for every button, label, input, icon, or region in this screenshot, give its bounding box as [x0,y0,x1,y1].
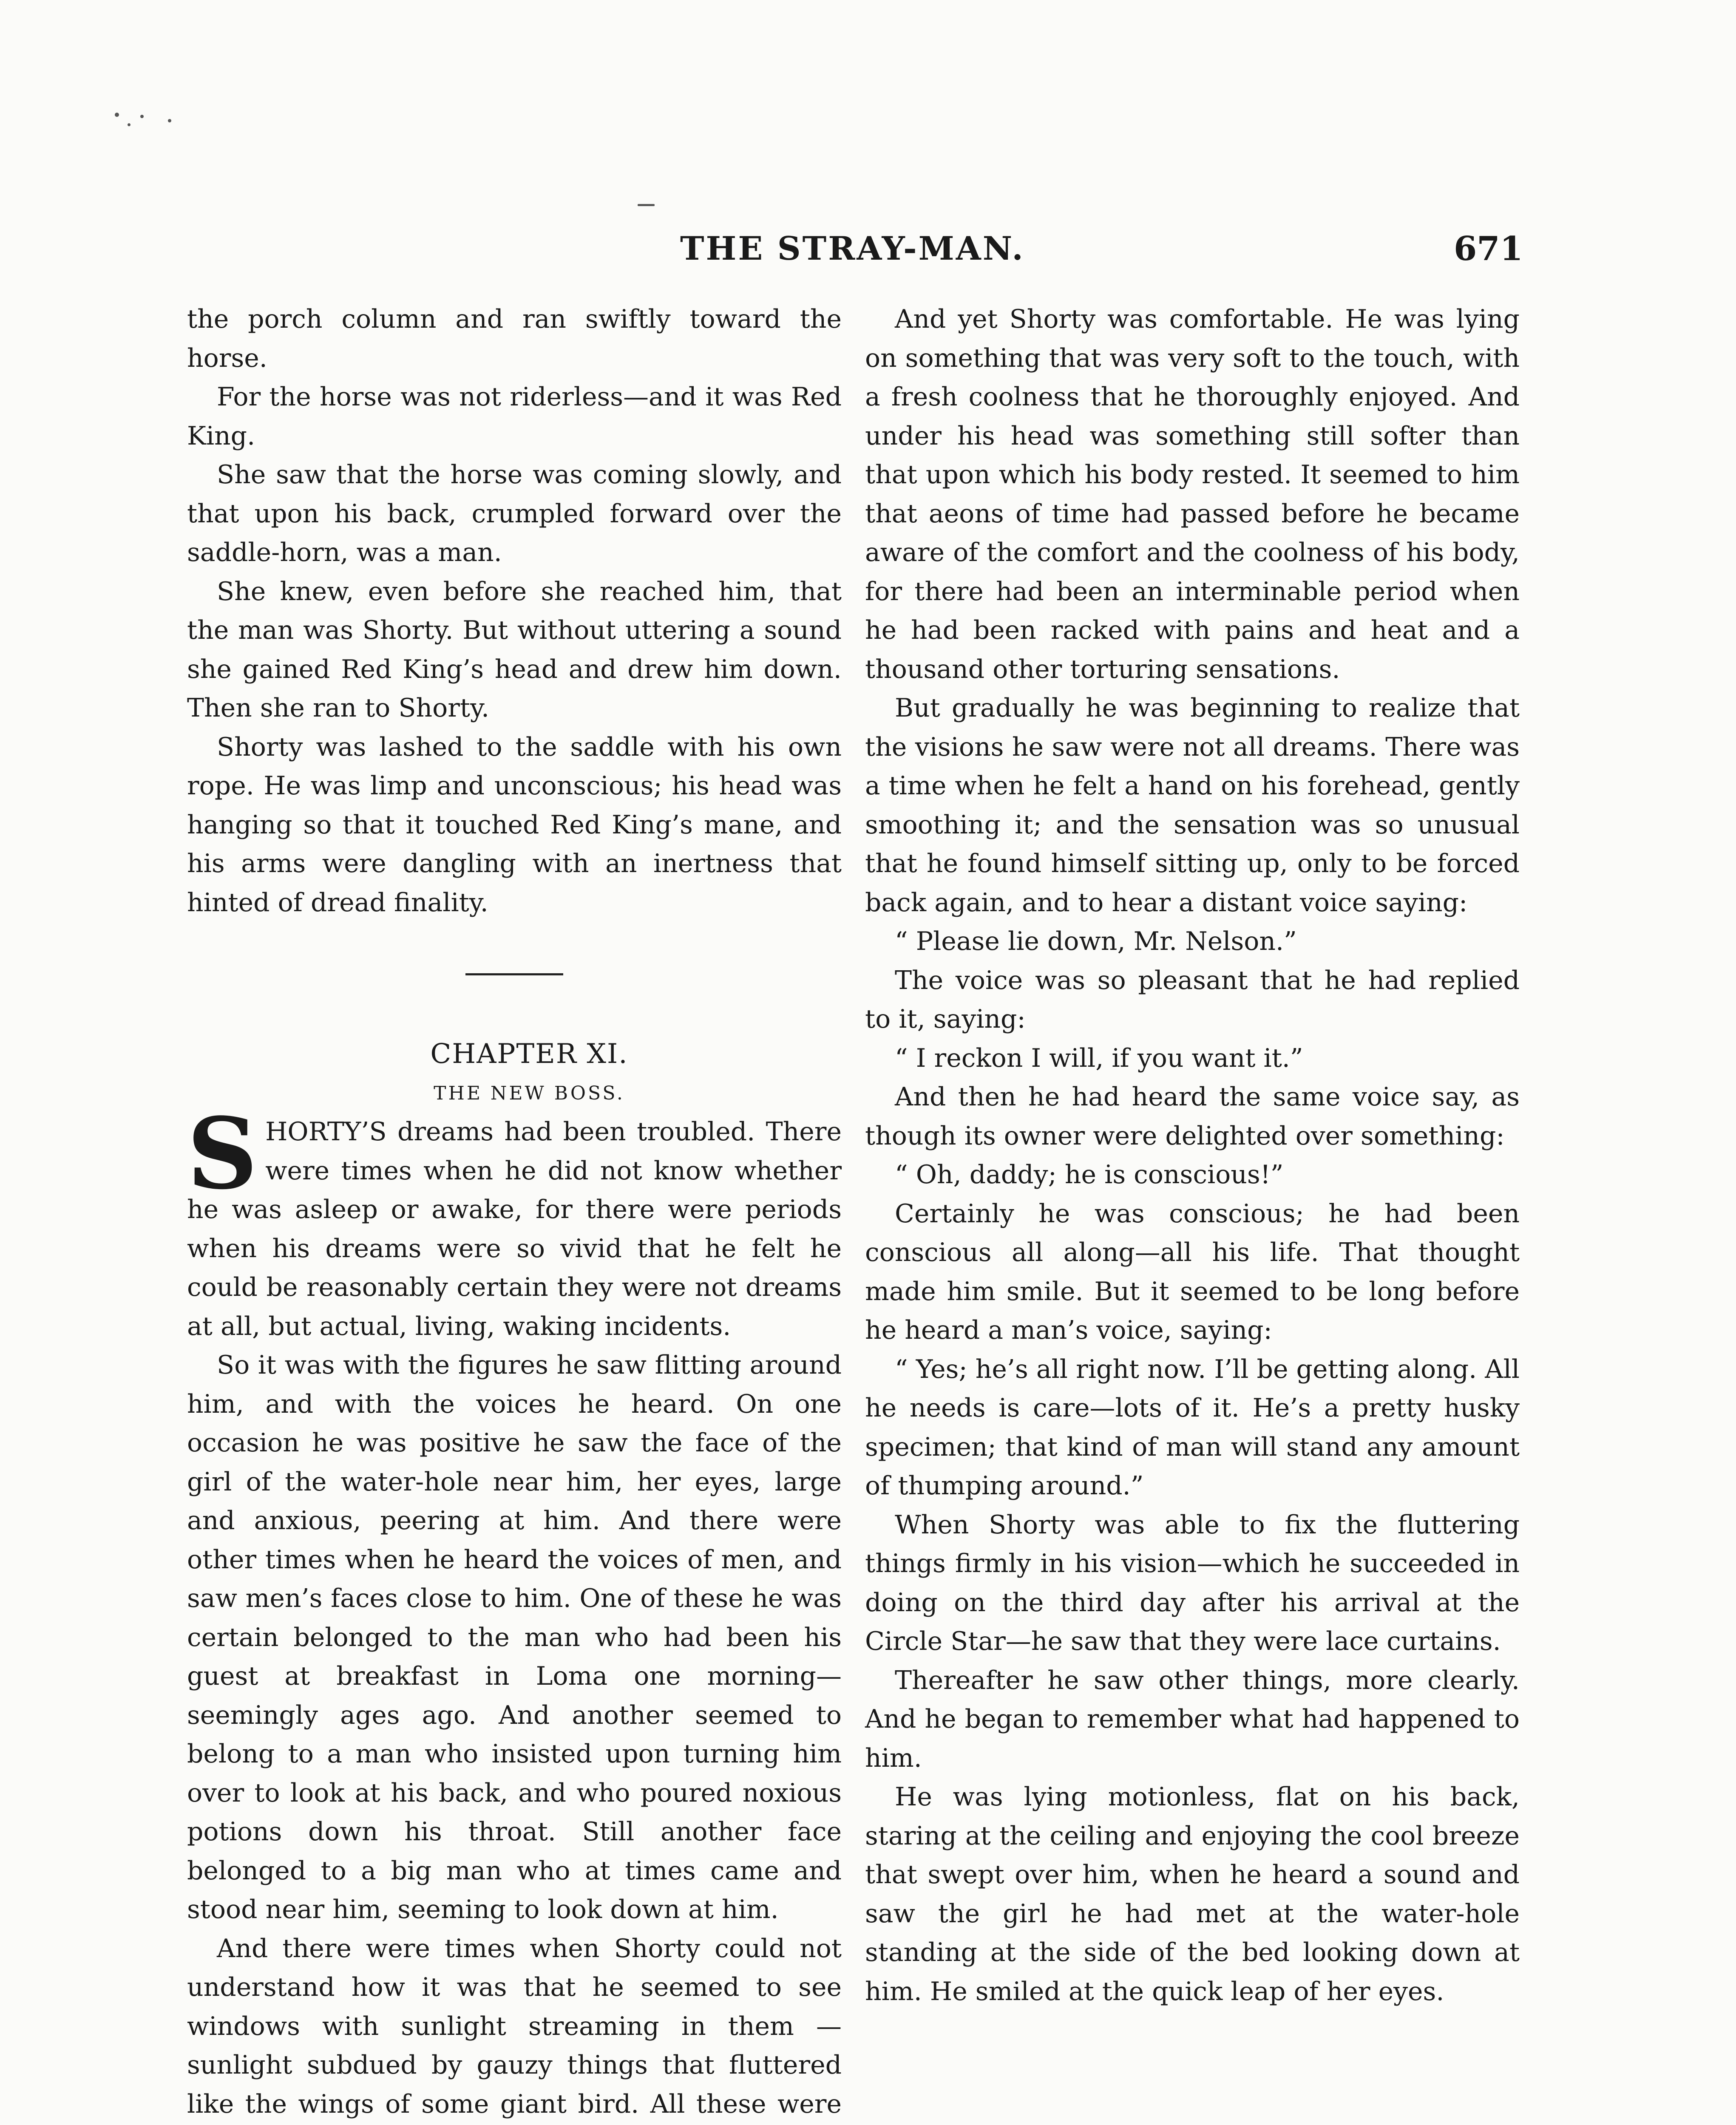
print-speck [115,113,119,117]
paragraph: The voice was so pleasant that he had replied to it, saying: [865,965,1520,1034]
page-number: 671 [1454,230,1523,268]
paragraph: For the horse was not riderless—and it was Red King. [187,382,842,451]
paragraph: But gradually he was beginning to realize that the visions he saw were not all dreams. There was a time when he felt a hand on his forehead, gently smoothing it; and the sensation was so unusual that he found himself sitting up, only to be forced back again, and to hear a distant voice saying: [865,693,1520,918]
paragraph: Certainly he was conscious; he had been conscious all along—all his life. That thought made him smile. But it seemed to be long before he heard a man’s voice, saying: [865,1198,1520,1345]
quoted-line: “ Please lie down, Mr. Nelson.” [895,926,1297,956]
quoted-line: “ I reckon I will, if you want it.” [895,1043,1303,1073]
paragraph: When Shorty was able to fix the fluttering things firmly in his vision—which he succeeded in doing on the third day after his arrival at the Circle Star—he saw that they were lace curtains. [865,1510,1520,1656]
paragraph: He was lying motionless, flat on his back, staring at the ceiling and enjoying the cool breeze that swept over him, when he heard a sound and saw the girl he had met at the water-hole standing at the side of the bed looking down at him. He smiled at the quick leap of her eyes. [865,1782,1520,2006]
print-speck [128,123,130,126]
paragraph: the porch column and ran swiftly toward the horse. [187,304,842,373]
left-column [187,300,842,2125]
quoted-line: “ Yes; he’s all right now. I’ll be getting along. All he needs is care—lots of it. He’s a pretty husky specimen; that kind of man will stand any amount of thumping around.” [865,1354,1520,1501]
chapter-opening-paragraph [187,1096,842,1346]
quoted-line: “ Oh, daddy; he is conscious!” [895,1160,1284,1190]
print-speck [140,115,144,118]
paragraph: She knew, even before she reached him, that the man was Shorty. But without uttering a sound she gained Red King’s head and drew him down. Then she ran to Shorty. [187,576,842,723]
running-title: THE STRAY-MAN. [680,230,1025,267]
paragraph: She saw that the horse was coming slowly, and that upon his back, crumpled forward over the saddle-horn, was a man. [187,460,842,567]
chapter-subtitle: THE NEW BOSS. [434,1082,625,1104]
chapter-opening-text: HORTY’S dreams had been troubled. There were times when he did not know whether he was asleep or awake, for there were periods when his dreams were so vivid that he felt he could be reasonably certain they were not dreams at all, but actual, living, waking incidents. [187,1117,842,1341]
right-column [865,300,1520,2011]
print-speck [638,204,655,206]
paragraph: So it was with the figures he saw flitting around him, and with the voices he heard. On one occasion he was positive he saw the face of the girl of the water-hole near him, her eyes, large and anxious, peering at him. And there were other times when he heard the voices of men, and saw men’s faces close to him. One of these he was certain belonged to the man who had been his guest at breakfast in Loma one morning—seemingly ages ago. And another seemed to belong to a man who insisted upon turning him over to look at his back, and who poured noxious potions down his throat. Still another face belonged to a big man who at times came and stood near him, seeming to look down at him. [187,1350,842,1924]
paragraph: Thereafter he saw other things, more clearly. And he began to remember what had happened to him. [865,1665,1520,1773]
print-speck [168,119,171,122]
chapter-title: CHAPTER XI. [430,1038,628,1070]
running-head [0,230,1736,276]
paragraph: Shorty was lashed to the saddle with his own rope. He was limp and unconscious; his head was hanging so that it touched Red King’s mane, and his arms were dangling with an inertness that hinted of dread finality. [187,732,842,918]
drop-cap: S [187,1096,258,1211]
paragraph: And there were times when Shorty could not understand how it was that he seemed to see windows with sunlight streaming in them — sunlight subdued by gauzy things that fluttered like the wings of some giant bird. All these were [187,1933,842,2119]
paragraph: And yet Shorty was comfortable. He was lying on something that was very soft to the touch, with a fresh coolness that he thoroughly enjoyed. And under his head was something still softer than that upon which his body rested. It seemed to him that aeons of time had passed before he became aware of the comfort and the coolness of his body, for there had been an interminable period when he had been racked with pains and heat and a thousand other torturing sensations. [865,304,1520,684]
section-divider [465,973,563,975]
paragraph: And then he had heard the same voice say, as though its owner were delighted over something: [865,1082,1520,1151]
